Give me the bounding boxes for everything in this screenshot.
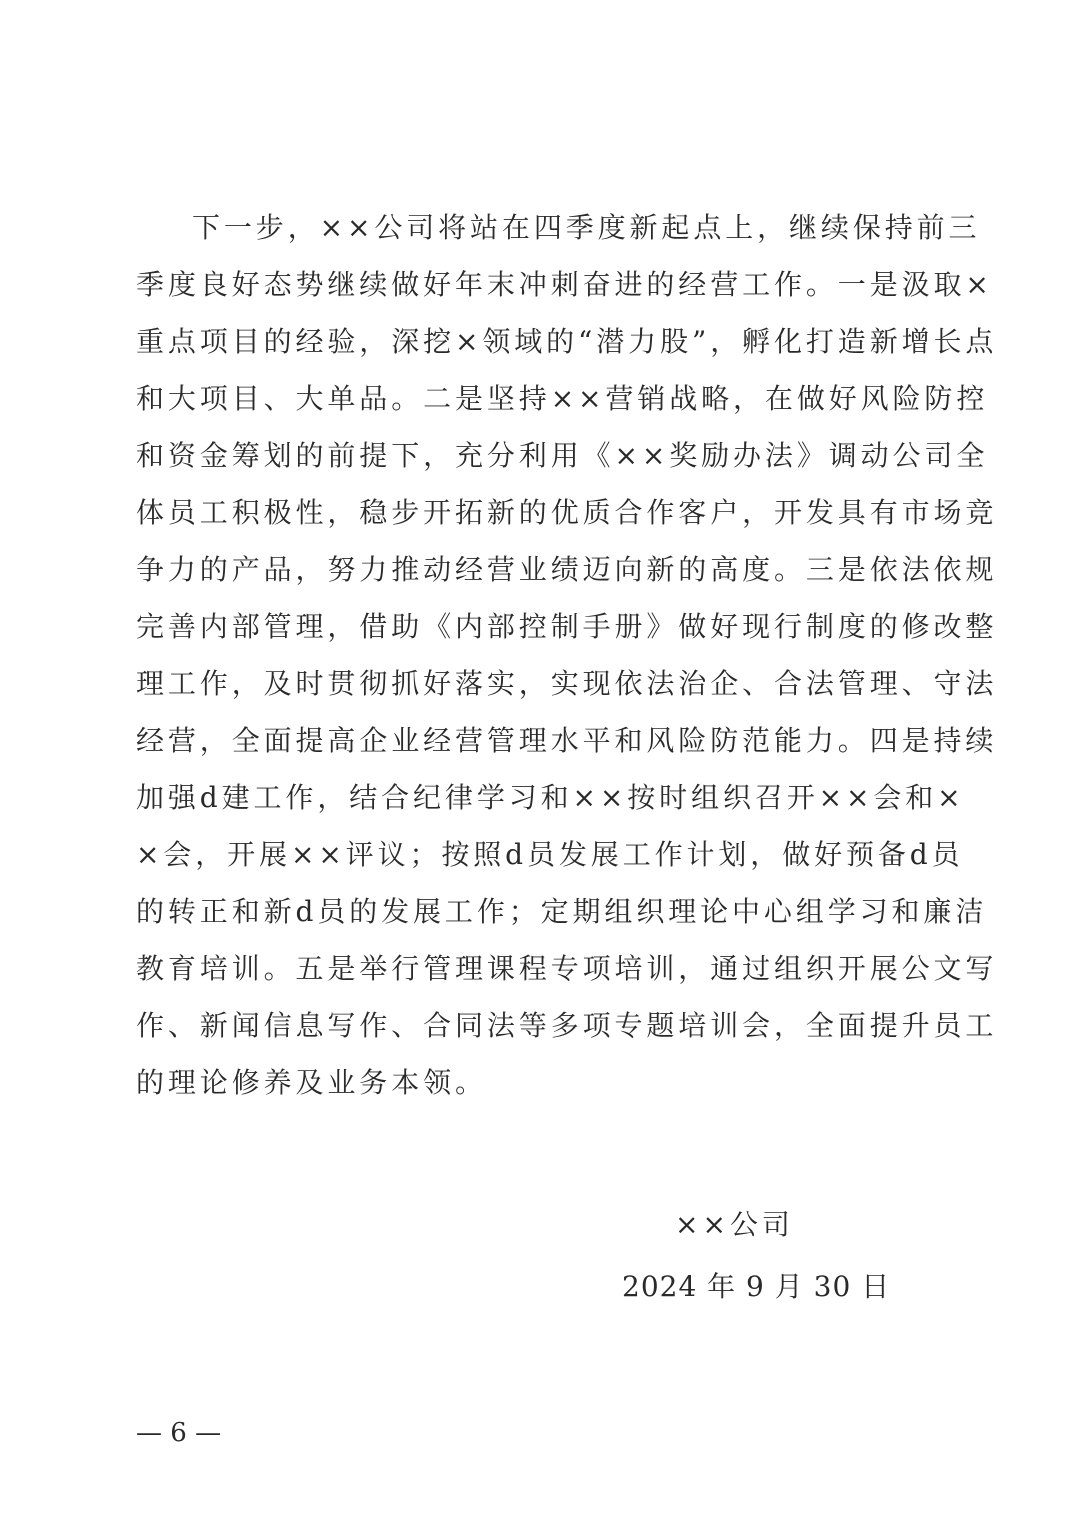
- body-line: 教育培训。五是举行管理课程专项培训，通过组织开展公文写: [136, 952, 998, 985]
- body-line: 理工作，及时贯彻抓好落实，实现依法治企、合法管理、守法: [136, 667, 998, 700]
- body-paragraph: [136, 203, 998, 1115]
- page-number: — 6 —: [136, 1418, 222, 1448]
- body-line: 下一步，××公司将站在四季度新起点上，继续保持前三: [192, 211, 981, 244]
- body-line: 争力的产品，努力推动经营业绩迈向新的高度。三是依法依规: [136, 553, 998, 586]
- body-line: 的理论修养及业务本领。: [136, 1066, 487, 1099]
- body-line: 作、新闻信息写作、合同法等多项专题培训会，全面提升员工: [136, 1009, 998, 1042]
- body-line: 加强d建工作，结合纪律学习和××按时组织召开××会和×: [136, 781, 965, 814]
- body-line: 和大项目、大单品。二是坚持××营销战略，在做好风险防控: [136, 382, 989, 415]
- body-line: 和资金筹划的前提下，充分利用《××奖励办法》调动公司全: [136, 439, 989, 472]
- body-line: 的转正和新d员的发展工作；定期组织理论中心组学习和廉洁: [136, 895, 988, 928]
- body-line: 完善内部管理，借助《内部控制手册》做好现行制度的修改整: [136, 610, 998, 643]
- signature-date: 2024 年 9 月 30 日: [622, 1270, 891, 1303]
- body-line: 体员工积极性，稳步开拓新的优质合作客户，开发具有市场竞: [136, 496, 998, 529]
- signature-company: ××公司: [675, 1208, 794, 1241]
- body-line: 经营，全面提高企业经营管理水平和风险防范能力。四是持续: [136, 724, 998, 757]
- body-line: 季度良好态势继续做好年末冲刺奋进的经营工作。一是汲取×: [136, 268, 993, 301]
- body-line: 重点项目的经验，深挖×领域的“潜力股”，孵化打造新增长点: [136, 325, 998, 358]
- body-line: ×会，开展××评议；按照d员发展工作计划，做好预备d员: [136, 838, 964, 871]
